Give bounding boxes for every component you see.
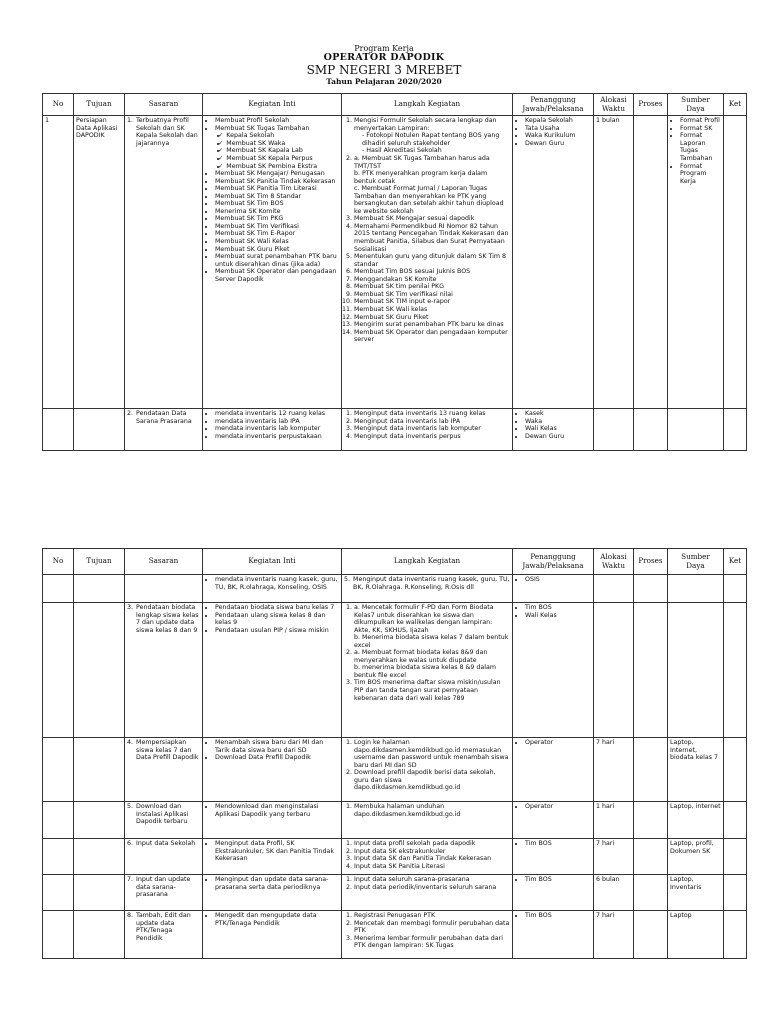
list-item: • Dewan Guru	[525, 140, 591, 148]
cell-proses	[634, 575, 668, 603]
list-item: 2. Download prefill dapodik berisi data sekolah, guru dan siswa dapo.dikdasmen.kemdikbud.go.id	[354, 769, 510, 792]
col-sumber-line1: Sumber	[681, 95, 710, 104]
table-row	[43, 911, 747, 959]
col-alokasi-line2: Waktu	[602, 560, 625, 570]
cell-ket	[724, 839, 747, 875]
col-pj-line1: Penanggung	[530, 95, 576, 104]
list-item: 1. Input data seluruh sarana-prasarana	[354, 876, 510, 884]
sub-item: 1. a. Mencetak formulir F-PD dan Form Biodata Kelas7 untuk diserahkan ke siswa dan dikumpulkan ke walikelas dengan lampiran: Akte, KK, SKHUS, Ijazah	[354, 604, 494, 634]
sub-item: c. Membuat Format Jurnal / Laporan Tugas Tambahan dan menyerahkan ke PTK yang bersangkutan dan setelah akhir tahun diupload ke website sekolah	[354, 185, 504, 215]
list-item: • Membuat SK Panitia Tindak Kekerasan	[215, 178, 339, 186]
sub-item: b. menerima biodata siswa kelas 8 &9 dalam bentuk file excel	[354, 664, 497, 679]
header-year: Tahun Pelajaran 2020/2020	[326, 76, 442, 86]
list-item: 4. Input data SK Panitia Literasi	[354, 863, 510, 871]
cell-pj	[513, 839, 594, 875]
cell-sasaran	[125, 738, 203, 802]
list-item: • Tata Usaha	[525, 125, 591, 133]
list-item: • Pendataan biodata siswa baru kelas 7	[215, 604, 339, 612]
table-row	[43, 738, 747, 802]
list-item: • Waka	[525, 418, 591, 426]
sasaran-num: 3.	[127, 604, 134, 611]
sub-item: b. PTK menyerahkan program kerja dalam bentuk cetak	[354, 170, 488, 185]
sasaran-num: 1.	[127, 117, 134, 125]
cell-no	[43, 839, 74, 875]
list-item: • Tim BOS	[525, 604, 591, 612]
list-item: • Membuat SK Tim PKG	[215, 215, 339, 223]
list-item: 8. Membuat SK tim penilai PKG	[354, 283, 510, 291]
list-item: • Membuat SK Operator dan pengadaan Server Dapodik	[215, 268, 339, 283]
list-item: 2. Input data SK ekstrakunkuler	[354, 848, 510, 856]
check-item: ✓ • Membuat SK Kapala Lab	[227, 147, 339, 155]
cell-proses	[634, 116, 668, 409]
sasaran-num: 8.	[127, 912, 134, 919]
col-tujuan: Tujuan	[74, 94, 125, 116]
header-operator: OPERATOR DAPODIK	[323, 52, 445, 64]
cell-sasaran	[125, 409, 203, 451]
cell-sumber: Laptop, Internet, biodata kelas 7	[668, 738, 724, 802]
list-item-text: Menginput data inventaris ruang kasek, guru, TU, BK, R.Olahraga. R.Konseling, R.Osis dll	[353, 576, 510, 591]
col-no: No	[43, 549, 74, 575]
cell-tujuan	[74, 911, 125, 959]
cell-proses	[634, 603, 668, 738]
list-item: 14. Membuat SK Operator dan pengadaan komputer server	[354, 329, 510, 344]
col-pj	[513, 549, 594, 575]
cell-ket	[724, 603, 747, 738]
col-langkah: Langkah Kegiatan	[342, 549, 513, 575]
list-item: • Menerima SK Komite	[215, 208, 339, 216]
list-item: • Menginput data Profil, SK Ekstrakunkuler, SK dan Panitia Tindak Kekerasan	[215, 840, 339, 863]
table-row	[43, 802, 747, 839]
list-item: • mendata inventaris ruang kasek, guru, TU, BK, R.olahraga, Konseling, OSIS	[215, 576, 339, 591]
list-item: • Membuat SK Panitia Tim Literasi	[215, 185, 339, 193]
col-langkah: Langkah Kegiatan	[342, 94, 513, 116]
cell-sasaran	[125, 802, 203, 839]
list-item: • Download Data Prefill Dapodik	[215, 754, 339, 762]
list-item-text: Mengisi Formulir Sekolah secara lengkap dan menyertakan Lampiran:	[354, 117, 497, 132]
list-item: 3. Membuat SK Mengajar sesuai dapodik	[354, 215, 510, 223]
list-item: • Wali Kelas	[525, 612, 591, 620]
list-item: • Format Profil	[680, 117, 721, 125]
sasaran-num: 5.	[127, 803, 134, 810]
sasaran-num: 4.	[127, 739, 134, 746]
sub-item: - Fotokopi Notulen Rapat tentang BOS yang dihadiri seluruh stakeholder	[362, 132, 500, 147]
list-item: • Membuat surat penambahan PTK baru untuk diserahkan dinas (jika ada)	[215, 253, 339, 268]
page-header	[0, 44, 768, 87]
list-item: • Menginput dan update data sarana-prasarana serta data periodiknya	[215, 876, 339, 891]
cell-no	[43, 802, 74, 839]
cell-sumber	[668, 575, 724, 603]
cell-sasaran	[125, 875, 203, 911]
cell-sasaran	[125, 116, 203, 409]
list-item	[354, 604, 510, 649]
list-item: 3. Menginput data inventaris lab komputer	[354, 425, 510, 433]
list-item: • Tim BOS	[525, 840, 591, 848]
col-sumber-line1: Sumber	[681, 551, 710, 561]
list-item: 1. Membuka halaman unduhan dapo.dikdasmen.kemdikbud.go.id	[354, 803, 510, 818]
cell-tujuan	[74, 738, 125, 802]
cell-waktu: 1 bulan	[594, 116, 634, 409]
cell-langkah	[342, 875, 513, 911]
cell-kegiatan	[203, 802, 342, 839]
cell-sumber: Laptop	[668, 911, 724, 959]
cell-kegiatan	[203, 575, 342, 603]
check-item: ✓ • Membuat SK Kepala Perpus	[227, 155, 339, 163]
cell-pj	[513, 116, 594, 409]
table-row	[43, 116, 747, 409]
list-item: 4. Memahami Permendikbud RI Nomor 82 tahun 2015 tentang Pencegahan Tindak Kekerasan dan membuat Panitia, Silabus dan Surat Pernyataan Sosialisasi	[354, 223, 510, 253]
cell-proses	[634, 875, 668, 911]
col-kegiatan: Kegiatan Inti	[203, 94, 342, 116]
sasaran-num: 7.	[127, 876, 134, 883]
cell-langkah	[342, 802, 513, 839]
list-item-text: Membuat SK Tugas Tambahan	[215, 124, 310, 132]
cell-no: 1	[43, 116, 74, 409]
list-item: 1. Menginput data inventaris 13 ruang kelas	[354, 410, 510, 418]
table-row	[43, 875, 747, 911]
cell-waktu: 1 hari	[594, 802, 634, 839]
sasaran-text: Mempersiapkan siswa kelas 7 dan Data Prefill Dapodik	[136, 739, 199, 762]
list-item: • Menambah siswa baru dari MI dan Tarik data siswa baru dari SD	[215, 739, 339, 754]
sub-item: 2. a. Membuat format biodata kelas 8&9 dan menyerahkan ke walas untuk diupdate	[354, 649, 488, 664]
col-sasaran: Sasaran	[125, 94, 203, 116]
list-item: • mendata inventaris 12 ruang kelas	[215, 410, 339, 418]
table-row	[43, 839, 747, 875]
cell-sumber: Laptop, Inventaris	[668, 875, 724, 911]
col-sasaran: Sasaran	[125, 549, 203, 575]
list-item: • Tim BOS	[525, 912, 591, 920]
sasaran-text: Tambah, Edit dan update data PTK/Tenaga Pendidik	[136, 912, 191, 942]
list-num: 5.	[344, 576, 351, 583]
list-item: • Mendownload dan menginstalasi Aplikasi Dapodik yang terbaru	[215, 803, 339, 818]
col-tujuan: Tujuan	[74, 549, 125, 575]
col-sumber-line2: Daya	[686, 560, 705, 570]
table-header-row	[43, 549, 747, 575]
list-item	[354, 155, 510, 215]
sasaran-num: 2.	[127, 410, 134, 418]
cell-proses	[634, 409, 668, 451]
col-alokasi-line1: Alokasi	[600, 551, 627, 561]
header-school: SMP NEGERI 3 MREBET	[306, 63, 462, 78]
list-item: 9. Membuat SK Tim verifikasi nilai	[354, 291, 510, 299]
check-item: ✓ • Membuat SK Pembina Ekstra	[227, 163, 339, 171]
list-item: • Waka Kurikulum	[525, 132, 591, 140]
list-item: 13. Mengirim surat penambahan PTK baru ke dinas	[354, 321, 510, 329]
list-item: • Format Program Kerja	[680, 163, 721, 186]
list-item: 2. Mencetak dan membagi formulir perubahan data PTK	[354, 920, 510, 935]
col-alokasi	[594, 549, 634, 575]
col-no: No	[43, 94, 74, 116]
list-item: • Format Laporan Tugas Tambahan	[680, 132, 721, 162]
sasaran-text: Terbuatnya Profil Sekolah dan SK Kepala Sekolah dan jajarannya	[136, 117, 198, 147]
sub-item: - Hasil Akreditasi Sekolah	[362, 147, 442, 155]
cell-pj	[513, 875, 594, 911]
cell-sasaran	[125, 603, 203, 738]
list-item: • Membuat SK Tim Verifikasi	[215, 223, 339, 231]
cell-ket	[724, 116, 747, 409]
cell-pj	[513, 802, 594, 839]
table-row	[43, 575, 747, 603]
list-item: • Mengedit dan mengupdate data PTK/Tenaga Pendidik	[215, 912, 339, 927]
list-item: • Membuat SK Tim E-Rapor	[215, 230, 339, 238]
cell-tujuan	[74, 575, 125, 603]
cell-waktu	[594, 575, 634, 603]
cell-kegiatan	[203, 911, 342, 959]
list-item	[354, 117, 510, 155]
col-alokasi-line2: Waktu	[602, 103, 625, 113]
sasaran-text: Input dan update data sarana-prasarana	[136, 876, 191, 899]
sasaran-num: 6.	[127, 840, 134, 847]
sasaran-text: Input data Sekolah	[136, 840, 196, 847]
cell-tujuan	[74, 603, 125, 738]
sub-item: b. Menerima biodata siswa kelas 7 dalam bentuk excel	[354, 634, 509, 649]
list-item: • Dewan Guru	[525, 433, 591, 441]
cell-kegiatan	[203, 839, 342, 875]
cell-proses	[634, 911, 668, 959]
list-item: • Format SK	[680, 125, 721, 133]
check-item: ✓ • Membuat SK Waka	[227, 140, 339, 148]
program-table-page2	[42, 548, 747, 959]
cell-tujuan: Persiapan Data Aplikasi DAPODIK	[74, 116, 125, 409]
list-item: • mendata inventaris perpustakaan	[215, 433, 339, 441]
col-alokasi	[594, 94, 634, 116]
cell-pj	[513, 911, 594, 959]
table-row	[43, 409, 747, 451]
table-header-row	[43, 94, 747, 116]
list-item: 5. Menentukan guru yang ditunjuk dalam SK Tim 8 standar	[354, 253, 510, 268]
cell-langkah	[342, 839, 513, 875]
list-item: 1. Registrasi Penugasan PTK	[354, 912, 510, 920]
cell-no	[43, 603, 74, 738]
list-item: 10. Membuat SK TIM input e-rapor	[354, 298, 510, 306]
cell-no	[43, 738, 74, 802]
sasaran-text: Download dan Instalasi Aplikasi Dapodik terbaru	[136, 803, 189, 826]
cell-langkah	[342, 116, 513, 409]
list-item: 7. Menggandakan SK Komite	[354, 276, 510, 284]
col-proses: Proses	[634, 549, 668, 575]
cell-proses	[634, 839, 668, 875]
cell-waktu	[594, 409, 634, 451]
list-item: • Wali Kelas	[525, 425, 591, 433]
list-item: 3. Menerima lembar formulir perubahan data dari PTK dengan lampiran: SK Tugas	[354, 935, 510, 950]
cell-pj	[513, 603, 594, 738]
list-item: 1. Input data profil sekolah pada dapodik	[354, 840, 510, 848]
col-pj-line2: Jawab/Pelaksana	[522, 560, 584, 570]
list-item: • mendata inventaris lab komputer	[215, 425, 339, 433]
list-item: • Pendataan ulang siswa kelas 8 dan kelas 9	[215, 612, 339, 627]
cell-ket	[724, 575, 747, 603]
list-item: 2. Menginput data inventaris lab IPA	[354, 418, 510, 426]
table-row	[43, 603, 747, 738]
cell-ket	[724, 409, 747, 451]
list-item: 6. Membuat Tim BOS sesuai Juknis BOS	[354, 268, 510, 276]
cell-kegiatan	[203, 116, 342, 409]
col-sumber	[668, 549, 724, 575]
cell-sasaran	[125, 575, 203, 603]
list-item: 12. Membuat SK Guru Piket	[354, 314, 510, 322]
list-item: • mendata inventaris lab IPA	[215, 418, 339, 426]
cell-no	[43, 875, 74, 911]
list-item: • Membuat SK Tim BOS	[215, 200, 339, 208]
list-item: 3. Input data SK dan Panitia Tindak Kekerasan	[354, 855, 510, 863]
list-item: • OSIS	[525, 576, 591, 584]
col-pj	[513, 94, 594, 116]
cell-waktu: 7 hari	[594, 911, 634, 959]
col-alokasi-line1: Alokasi	[600, 95, 627, 104]
cell-langkah	[342, 738, 513, 802]
list-item: 11. Membuat SK Wali kelas	[354, 306, 510, 314]
list-item: • Operator	[525, 803, 591, 811]
cell-sasaran	[125, 839, 203, 875]
cell-proses	[634, 802, 668, 839]
list-item: • Membuat SK Guru Piket	[215, 246, 339, 254]
cell-langkah	[342, 575, 513, 603]
cell-sumber: Laptop, internet	[668, 802, 724, 839]
cell-sumber	[668, 409, 724, 451]
cell-ket	[724, 738, 747, 802]
col-sumber	[668, 94, 724, 116]
cell-proses	[634, 738, 668, 802]
col-ket: Ket	[724, 549, 747, 575]
list-item: • Membuat Profil Sekolah	[215, 117, 339, 125]
col-kegiatan: Kegiatan Inti	[203, 549, 342, 575]
cell-pj	[513, 575, 594, 603]
cell-tujuan	[74, 875, 125, 911]
cell-waktu	[594, 603, 634, 738]
col-proses: Proses	[634, 94, 668, 116]
cell-kegiatan	[203, 409, 342, 451]
list-item: 4. Menginput data inventaris perpus	[354, 433, 510, 441]
sasaran-text: Pendataan biodata lengkap siswa kelas 7 dan update data siswa kelas 8 dan 9	[136, 604, 199, 634]
list-item: • Membuat SK Wali Kelas	[215, 238, 339, 246]
cell-sasaran	[125, 911, 203, 959]
cell-kegiatan	[203, 603, 342, 738]
cell-sumber: Laptop, profil, Dokumen SK	[668, 839, 724, 875]
cell-langkah	[342, 911, 513, 959]
cell-langkah	[342, 603, 513, 738]
cell-sumber	[668, 116, 724, 409]
cell-ket	[724, 802, 747, 839]
col-sumber-line2: Daya	[686, 103, 705, 113]
list-item: 2. Input data periodik/inventaris seluruh sarana	[354, 884, 510, 892]
cell-waktu: 7 hari	[594, 839, 634, 875]
cell-no	[43, 409, 74, 451]
cell-no	[43, 575, 74, 603]
sub-item: 2. a. Membuat SK Tugas Tambahan harus ada TMT/TST	[354, 155, 490, 170]
list-item: • Kasek	[525, 410, 591, 418]
list-item: • Membuat SK Tim 8 Standar	[215, 193, 339, 201]
cell-tujuan	[74, 409, 125, 451]
cell-langkah	[342, 409, 513, 451]
sasaran-text: Pendataan Data Sarana Prasarana	[136, 410, 192, 425]
list-item: • Operator	[525, 739, 591, 747]
cell-tujuan	[74, 802, 125, 839]
col-pj-line2: Jawab/Pelaksana	[522, 103, 584, 113]
cell-ket	[724, 875, 747, 911]
list-item: 3. Tim BOS menerima daftar siswa miskin/usulan PIP dan tanda tangan surat pernyataan kebenaran data dari wali kelas 789	[354, 679, 510, 702]
cell-waktu: 6 bulan	[594, 875, 634, 911]
cell-pj	[513, 738, 594, 802]
list-item: • Membuat SK Mengajar/ Penugasan	[215, 170, 339, 178]
list-item: • Kepala Sekolah	[525, 117, 591, 125]
check-item: ✓ • Kepala Sekolah	[227, 132, 339, 140]
list-item	[354, 649, 510, 679]
cell-tujuan	[74, 839, 125, 875]
cell-sumber	[668, 603, 724, 738]
list-item	[215, 125, 339, 170]
cell-pj	[513, 409, 594, 451]
col-ket: Ket	[724, 94, 747, 116]
list-item: • Tim BOS	[525, 876, 591, 884]
header-program-kerja: Program Kerja	[354, 44, 414, 53]
cell-kegiatan	[203, 875, 342, 911]
list-item: • Pendataan usulan PIP / siswa miskin	[215, 627, 339, 635]
col-pj-line1: Penanggung	[530, 551, 576, 561]
cell-waktu: 7 hari	[594, 738, 634, 802]
program-table-page1	[42, 93, 747, 451]
cell-kegiatan	[203, 738, 342, 802]
cell-no	[43, 911, 74, 959]
list-item: 1. Login ke halaman dapo.dikdasmen.kemdikbud.go.id memasukan username dan password untuk menambah siswa baru dari MI dan SD	[354, 739, 510, 769]
cell-ket	[724, 911, 747, 959]
